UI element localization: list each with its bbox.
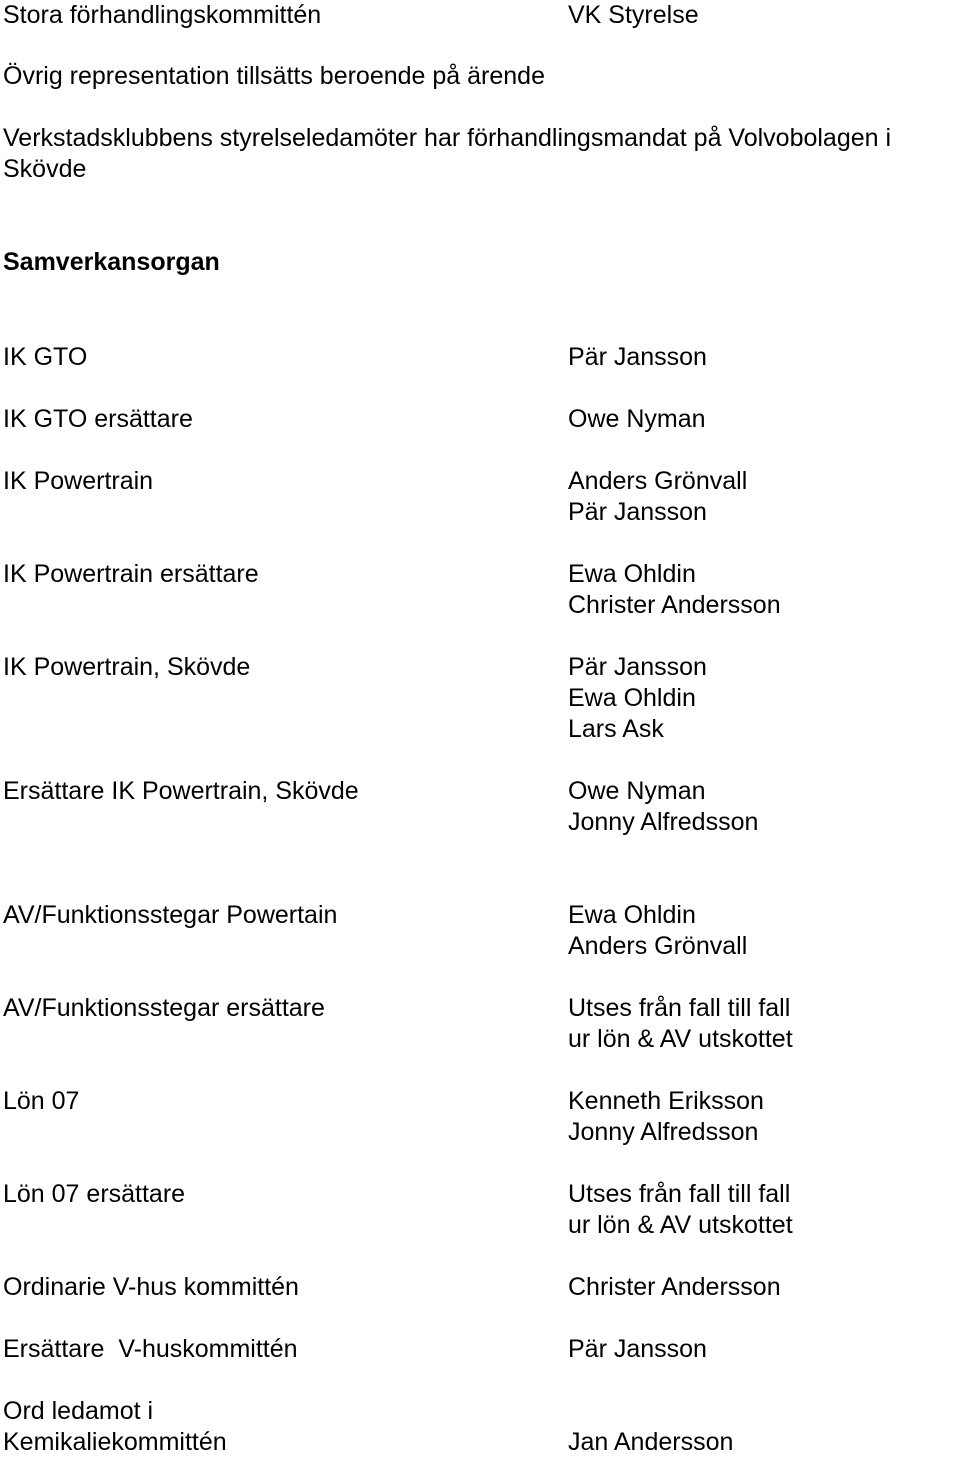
- row-name: Utses från fall till fall: [568, 1180, 791, 1208]
- row-name: Pär Jansson: [568, 498, 707, 526]
- row-name: Utses från fall till fall: [568, 994, 791, 1022]
- row-label: Kemikaliekommittén: [3, 1428, 227, 1456]
- row-label: IK Powertrain: [3, 467, 154, 495]
- row-label: Ordinarie V-hus kommittén: [3, 1273, 299, 1301]
- row-label: IK GTO: [3, 343, 88, 371]
- row-name: Ewa Ohldin: [568, 684, 696, 712]
- row-label: IK Powertrain ersättare: [3, 560, 259, 588]
- committee-title: Stora förhandlingskommittén: [3, 1, 322, 29]
- row-label: Lön 07: [3, 1087, 80, 1115]
- mandate-paragraph-line-2: Skövde: [3, 155, 87, 183]
- row-label: AV/Funktionsstegar Powertain: [3, 901, 338, 929]
- row-name: ur lön & AV utskottet: [568, 1025, 793, 1053]
- row-name: Kenneth Eriksson: [568, 1087, 764, 1115]
- representation-paragraph: Övrig representation tillsätts beroende på ärende: [3, 62, 545, 90]
- row-name: Ewa Ohldin: [568, 901, 696, 929]
- row-label: AV/Funktionsstegar ersättare: [3, 994, 325, 1022]
- section-heading: Samverkansorgan: [3, 248, 220, 276]
- row-name: Ewa Ohldin: [568, 560, 696, 588]
- row-label: Lön 07 ersättare: [3, 1180, 186, 1208]
- mandate-paragraph-line-1: Verkstadsklubbens styrelseledamöter har förhandlingsmandat på Volvobolagen i: [3, 124, 892, 152]
- row-name: ur lön & AV utskottet: [568, 1211, 793, 1239]
- row-label: IK Powertrain, Skövde: [3, 653, 251, 681]
- row-name: Christer Andersson: [568, 1273, 781, 1301]
- row-name: Jan Andersson: [568, 1428, 734, 1456]
- row-label: IK GTO ersättare: [3, 405, 193, 433]
- row-name: Pär Jansson: [568, 653, 707, 681]
- row-name: Jonny Alfredsson: [568, 1118, 759, 1146]
- row-name: Lars Ask: [568, 715, 664, 743]
- row-name: Owe Nyman: [568, 777, 706, 805]
- row-label: Ord ledamot i: [3, 1397, 154, 1425]
- committee-board: VK Styrelse: [568, 1, 699, 29]
- row-name: Pär Jansson: [568, 343, 707, 371]
- row-name: Christer Andersson: [568, 591, 781, 619]
- row-name: Anders Grönvall: [568, 932, 748, 960]
- row-name: Anders Grönvall: [568, 467, 748, 495]
- row-label: Ersättare IK Powertrain, Skövde: [3, 777, 359, 805]
- row-name: Jonny Alfredsson: [568, 808, 759, 836]
- row-name: Pär Jansson: [568, 1335, 707, 1363]
- row-name: Owe Nyman: [568, 405, 706, 433]
- row-label: Ersättare V-huskommittén: [3, 1335, 298, 1363]
